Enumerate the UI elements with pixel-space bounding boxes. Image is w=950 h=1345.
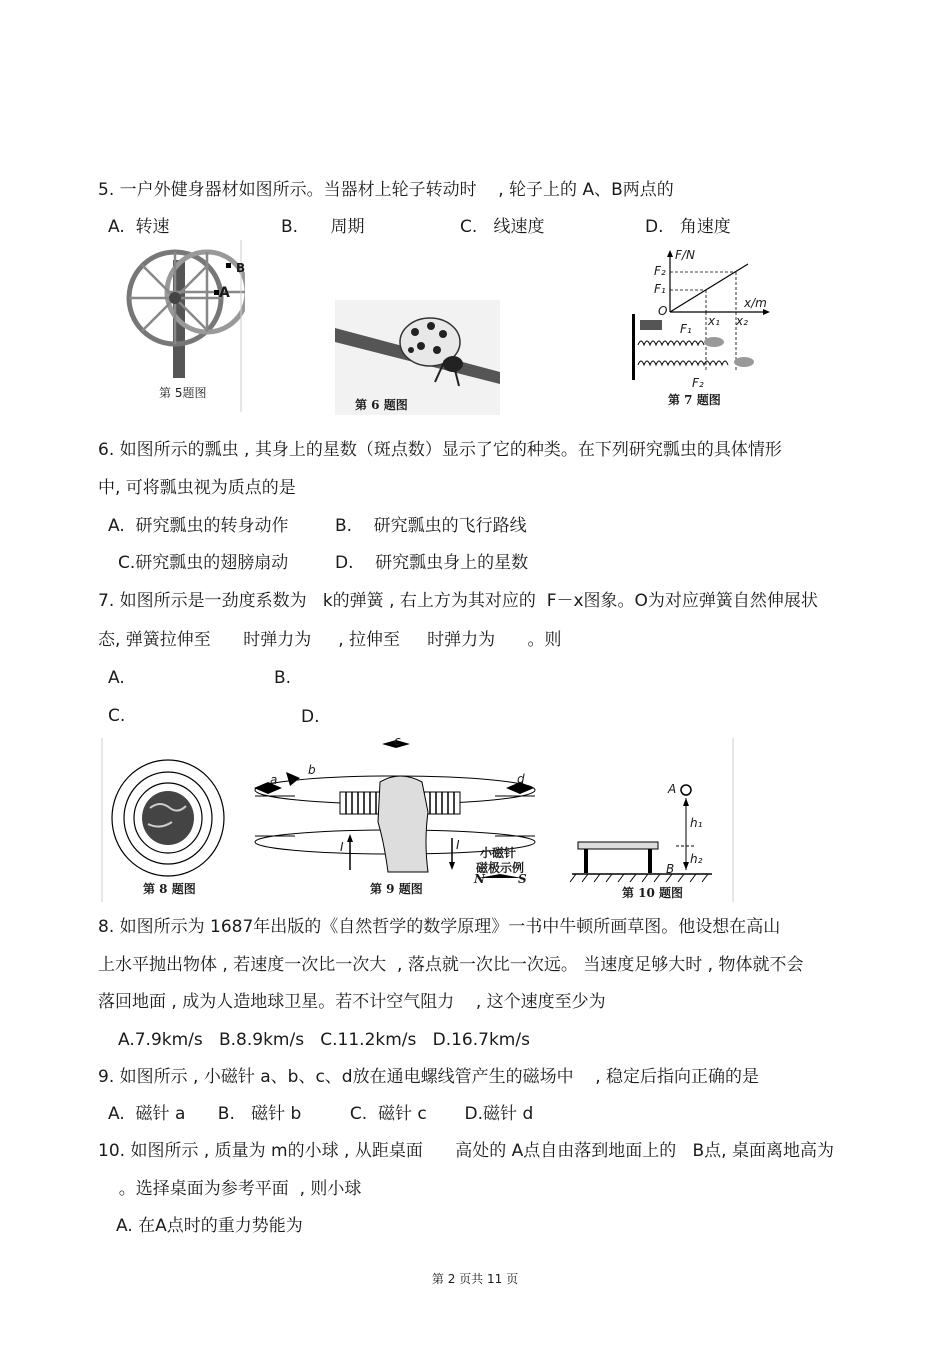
fig9-legend-line1: 小磁针: [480, 846, 517, 860]
q5-option-b: B. 周期: [281, 217, 365, 237]
q7-option-b: B.: [274, 668, 292, 688]
fig9-legend-line2: 磁极示例: [476, 861, 525, 875]
q10-stem-line1: 10. 如图所示 , 质量为 m的小球 , 从距桌面 高处的 A点自由落到地面上的 B点, 桌面离地高为: [98, 1141, 834, 1161]
fig7-x2-tick: x₂: [736, 314, 748, 328]
fig10-label-h1: h₁: [690, 816, 703, 830]
q7-stem-line2: 态, 弹簧拉伸至 时弹力为 , 拉伸至 时弹力为 。则: [98, 630, 562, 650]
fig10-label-a: A: [668, 782, 677, 796]
fig7-xaxis-label: x/m: [744, 296, 767, 310]
q6-stem-line2: 中, 可将瓢虫视为质点的是: [98, 478, 296, 498]
q6-option-c: C.研究瓢虫的翅膀扇动: [118, 553, 289, 573]
q10-stem-line2: 。选择桌面为参考平面 , 则小球: [108, 1179, 362, 1199]
figures-row-8-9-10: [100, 734, 736, 902]
q7-option-d: D.: [301, 707, 320, 727]
fig9-label-a: a: [270, 773, 278, 787]
fig9-label-d: d: [517, 772, 525, 786]
q9-options: A. 磁针 a B. 磁针 b C. 磁针 c D.磁针 d: [108, 1104, 534, 1124]
q8-stem-line3: 落回地面 , 成为人造地球卫星。若不计空气阻力 , 这个速度至少为: [98, 992, 606, 1012]
fig9-label-c: c: [394, 734, 401, 748]
q9-stem: 9. 如图所示 , 小磁针 a、b、c、d放在通电螺线管产生的磁场中 , 稳定后指向正确的是: [98, 1067, 760, 1087]
fig9-current-left: I: [340, 840, 344, 854]
fig5-fitness-wheel: [125, 240, 245, 412]
fig7-f1-tick: F₁: [654, 282, 666, 296]
q5-option-c: C. 线速度: [460, 217, 545, 237]
q6-option-b: B. 研究瓢虫的飞行路线: [335, 516, 527, 536]
fig5-caption: 第 5题图: [159, 386, 207, 400]
q8-stem-line1: 8. 如图所示为 1687年出版的《自然哲学的数学原理》一书中牛顿所画草图。他设想在高山: [98, 917, 781, 937]
fig9-current-right: I: [456, 838, 460, 852]
figures-row-illustration: [100, 738, 736, 902]
q7-stem-line1: 7. 如图所示是一劲度系数为 k的弹簧 , 右上方为其对应的 F－x图象。O为对应弹簧自然伸展状: [98, 591, 818, 611]
q6-stem-line1: 6. 如图所示的瓢虫 , 其身上的星数（斑点数）显示了它的种类。在下列研究瓢虫的具体情形: [98, 440, 782, 460]
q6-option-a: A. 研究瓢虫的转身动作: [108, 516, 289, 536]
fig7-x1-tick: x₁: [708, 314, 720, 328]
fig7-yaxis-label: F/N: [675, 248, 695, 262]
fig9-legend-s: S: [518, 872, 527, 886]
fig7-spring-f1: F₁: [680, 322, 692, 336]
fig9-legend-n: N: [474, 872, 485, 886]
fig10-caption: 第 10 题图: [622, 886, 684, 900]
fig10-label-h2: h₂: [690, 852, 703, 866]
q5-option-d: D. 角速度: [645, 217, 731, 237]
fig7-f2-tick: F₂: [654, 264, 666, 278]
q5-stem: 5. 一户外健身器材如图所示。当器材上轮子转动时 , 轮子上的 A、B两点的: [98, 180, 674, 200]
fig9-caption: 第 9 题图: [370, 882, 423, 896]
fig7-origin: O: [658, 304, 668, 318]
q7-option-a: A.: [108, 668, 125, 688]
q10-option-a: A. 在A点时的重力势能为: [116, 1216, 303, 1236]
fig8-caption: 第 8 题图: [143, 882, 196, 896]
fig7-spring-f2: F₂: [692, 376, 704, 390]
fig5-label-b: B: [236, 261, 246, 275]
fig7-caption: 第 7 题图: [668, 393, 721, 407]
q7-option-c: C.: [108, 706, 126, 726]
page-footer: 第 2 页共 11 页: [431, 1272, 519, 1286]
fig6-caption: 第 6 题图: [355, 398, 408, 412]
q8-stem-line2: 上水平抛出物体 , 若速度一次比一次大 , 落点就一次比一次远。 当速度足够大时 , 物体就不会: [98, 955, 804, 975]
q8-options: A.7.9km/s B.8.9km/s C.11.2km/s D.16.7km/s: [118, 1030, 530, 1050]
fig9-label-b: b: [308, 763, 316, 777]
fig5-label-a: A: [219, 285, 230, 301]
fig7-spring-graph: [630, 250, 770, 410]
q5-option-a: A. 转速: [108, 217, 170, 237]
q6-option-d: D. 研究瓢虫身上的星数: [335, 553, 529, 573]
fig10-label-b: B: [666, 862, 675, 876]
fig6-ladybug: [335, 300, 500, 415]
